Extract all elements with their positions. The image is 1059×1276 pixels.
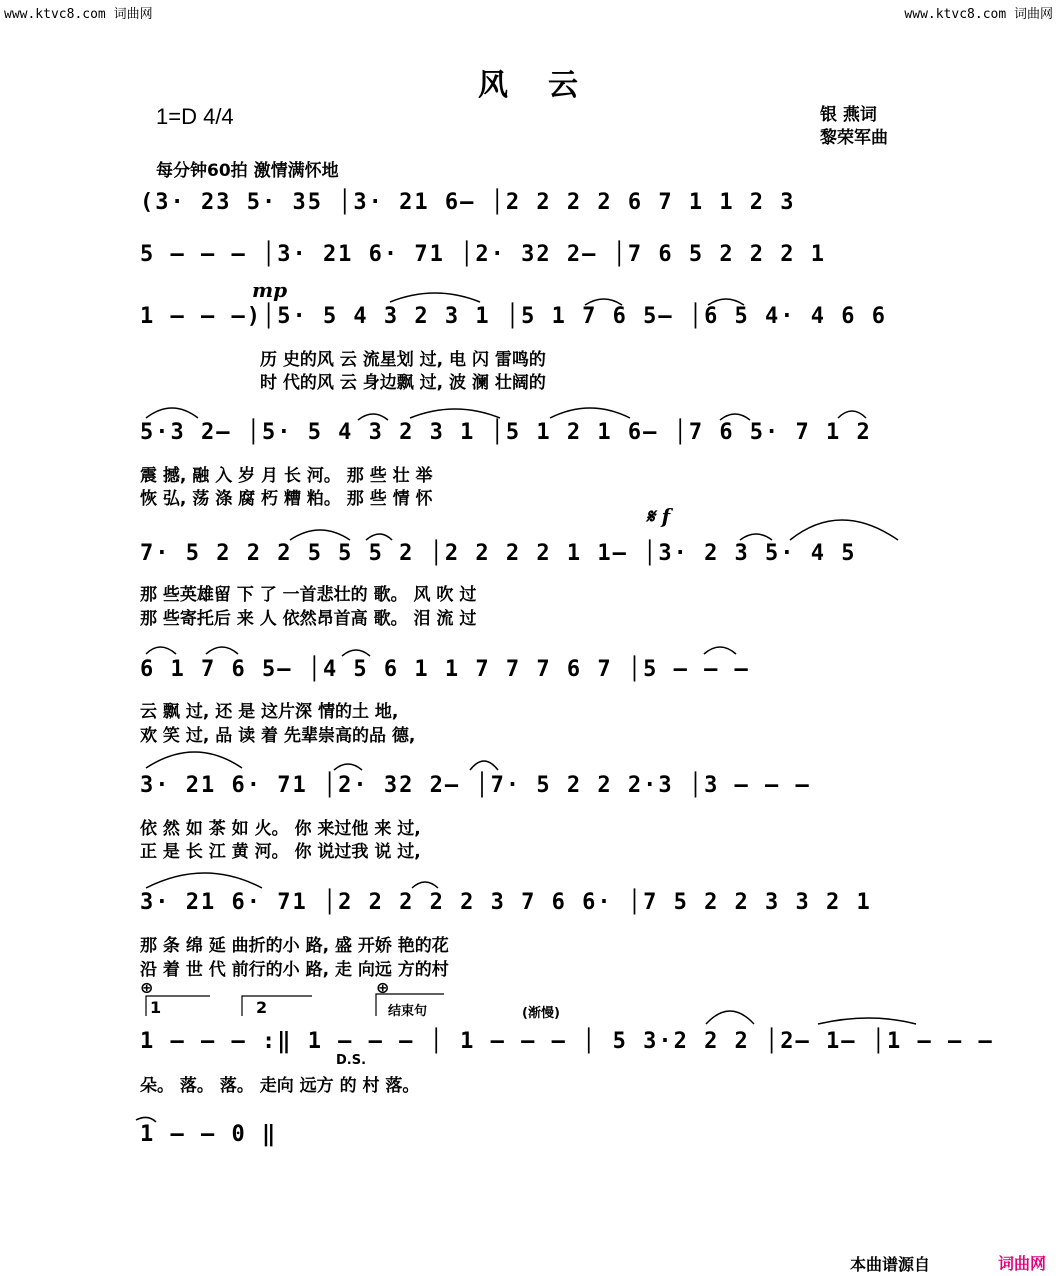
coda-sign-1: ⊕ [140, 978, 154, 997]
score-line-2: 5 ‒ ‒ ‒ │3· 21 6· 71 │2· 32 2‒ │7 6 5 2 2 2 1 [140, 242, 827, 267]
score-line-6: 6 1 7 6 5‒ │4 5 6 1 1 7 7 7 6 7 │5 ‒ ‒ ‒ [140, 657, 750, 682]
lyrics-line-8-verse1: 那 条 绵 延 曲折的小 路, 盛 开娇 艳的花 [140, 936, 449, 956]
dynamic-segno-f: 𝄋 f [646, 504, 671, 528]
score-line-3: 1 ‒ ‒ ‒)│5· 5 4 3 2 3 1 │5 1 7 6 5‒ │6 5 4· 4 6 6 [140, 304, 888, 329]
score-line-5: 7· 5 2 2 2 5 5 5 2 │2 2 2 2 1 1‒ │3· 2 3 5· 4 5 [140, 541, 857, 566]
score-line-9: 1 ‒ ‒ ‒ :‖ 1 ‒ ‒ ‒ │ 1 ‒ ‒ ‒ │ 5 3·2 2 2 │2‒ 1‒ │1 ‒ ‒ ‒ [140, 1029, 994, 1054]
ending-label: 结束句 [388, 1004, 428, 1019]
coda-sign-2: ⊕ [376, 978, 390, 997]
lyrics-line-6-verse1: 云 飘 过, 还 是 这片深 情的土 地, [140, 702, 399, 722]
score-line-1: (3· 23 5· 35 │3· 21 6‒ │2 2 2 2 6 7 1 1 2 3 [140, 190, 796, 215]
dynamic-mp: mp [252, 278, 288, 302]
lyrics-line-7-verse2: 正 是 长 江 黄 河。 你 说过我 说 过, [140, 842, 421, 862]
lyricist-credit: 银 燕词 [820, 105, 877, 125]
watermark-right: www.ktvc8.com 词曲网 [904, 7, 1053, 22]
lyrics-line-9: 朵。 落。 落。 走向 远方 的 村 落。 [140, 1076, 420, 1096]
score-line-10: 1 ‒ ‒ 0 ‖ [140, 1122, 278, 1147]
lyrics-line-6-verse2: 欢 笑 过, 品 读 着 先辈崇高的品 德, [140, 726, 416, 746]
lyrics-line-4-verse2: 恢 弘, 荡 涤 腐 朽 糟 粕。 那 些 情 怀 [140, 489, 433, 509]
site-logo: 词曲网 [996, 1251, 1048, 1274]
ritardando-label: (渐慢) [522, 1006, 560, 1021]
volta-first: 1 [150, 998, 162, 1017]
lyrics-line-5-verse2: 那 些寄托后 来 人 依然昂首高 歌。 泪 流 过 [140, 609, 477, 629]
lyrics-line-8-verse2: 沿 着 世 代 前行的小 路, 走 向远 方的村 [140, 960, 449, 980]
tempo-marking: 每分钟60拍 激情满怀地 [156, 161, 339, 181]
watermark-left: www.ktvc8.com 词曲网 [4, 7, 153, 22]
score-line-4: 5·3 2‒ │5· 5 4 3 2 3 1 │5 1 2 1 6‒ │7 6 5· 7 1 2 [140, 420, 872, 445]
lyrics-line-7-verse1: 依 然 如 茶 如 火。 你 来过他 来 过, [140, 819, 421, 839]
score-line-7: 3· 21 6· 71 │2· 32 2‒ │7· 5 2 2 2·3 │3 ‒ ‒ ‒ [140, 773, 811, 798]
volta-second: 2 [256, 998, 268, 1017]
key-signature: 1=D 4/4 [156, 104, 234, 129]
source-label: 本曲谱源自 [850, 1255, 931, 1274]
lyrics-line-3-verse2: 时 代的风 云 身边飘 过, 波 澜 壮阔的 [260, 373, 546, 393]
song-title: 风云 [478, 68, 618, 103]
lyrics-line-3-verse1: 历 史的风 云 流星划 过, 电 闪 雷鸣的 [260, 350, 546, 370]
ds-marking: D.S. [336, 1053, 367, 1068]
lyrics-line-5-verse1: 那 些英雄留 下 了 一首悲壮的 歌。 风 吹 过 [140, 585, 477, 605]
score-line-8: 3· 21 6· 71 │2 2 2 2 2 3 7 6 6· │7 5 2 2 3 3 2 1 [140, 890, 872, 915]
lyrics-line-4-verse1: 震 撼, 融 入 岁 月 长 河。 那 些 壮 举 [140, 466, 433, 486]
composer-credit: 黎荣军曲 [820, 128, 888, 148]
